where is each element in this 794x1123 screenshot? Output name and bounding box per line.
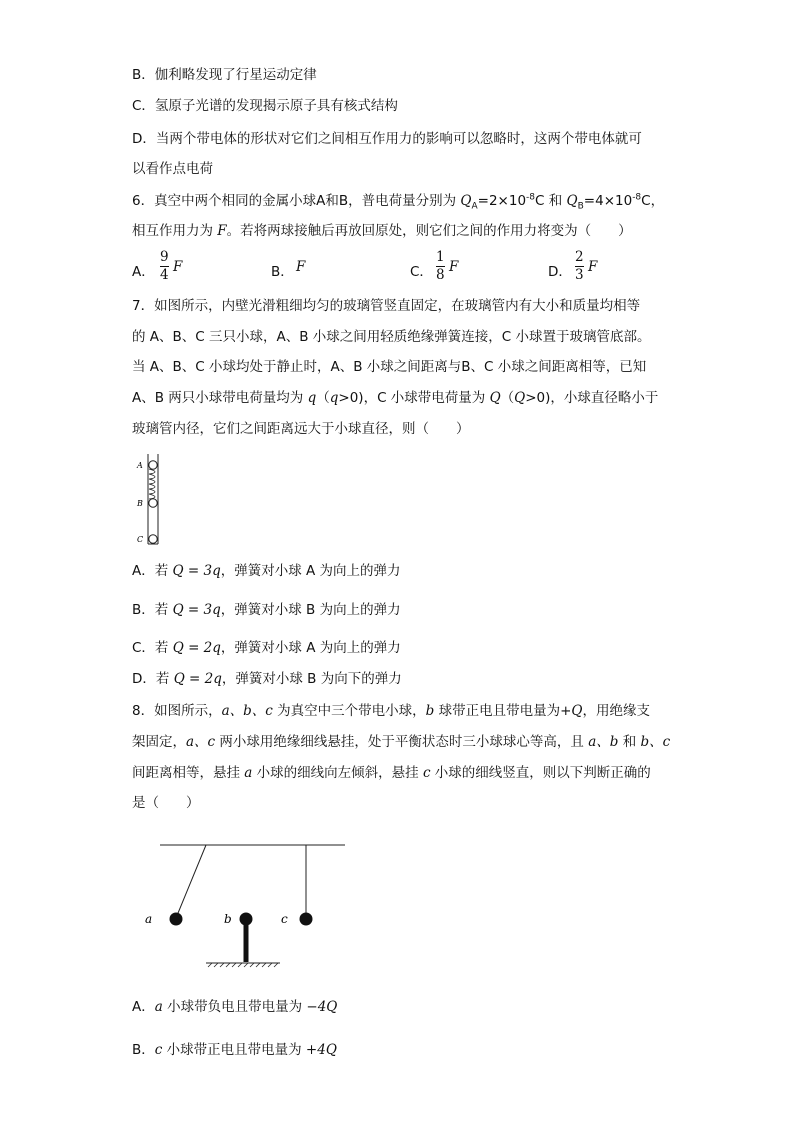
q7-option-a — [132, 562, 401, 580]
label-b: b — [224, 912, 232, 926]
q8-text: 和 — [618, 734, 641, 750]
q6-option-d-label: D． — [548, 264, 572, 280]
q5-option-b: B．伽利略发现了行星运动定律 — [132, 67, 317, 83]
q6-text: 6．真空中两个相同的金属小球A和B，普电荷量分别为 — [132, 193, 461, 209]
label-c: c — [281, 912, 288, 926]
charge-Q: Q — [489, 390, 501, 406]
thread-a — [176, 845, 206, 918]
label-b: B — [137, 499, 143, 508]
q7-text: >0)，C 小球带电荷量为 — [338, 390, 490, 406]
q7-text: A、B 两只小球带电荷量均为 — [132, 390, 308, 406]
charge-q: q — [329, 390, 339, 406]
q7-option-b — [132, 601, 401, 619]
ground-hatching — [208, 963, 278, 967]
q7-text: （ — [500, 390, 515, 406]
ball-names: a、b、c — [221, 703, 273, 719]
qb-subscript: B — [577, 201, 584, 212]
ball-b — [149, 499, 157, 507]
q5-option-d-line1: D．当两个带电体的形状对它们之间相互作用力的影响可以忽略时，这两个带电体就可 — [132, 131, 642, 147]
q6-option-a-fraction — [160, 250, 169, 283]
q8-text: 小球的细线竖直，则以下判断正确的 — [430, 765, 651, 781]
charge-Q: Q — [571, 703, 583, 719]
fraction-denominator: 8 — [436, 267, 445, 283]
q8-text: 架固定， — [132, 734, 186, 750]
spring — [149, 469, 155, 499]
q8-text: 8．如图所示， — [132, 703, 222, 719]
option-label: A．若 — [132, 563, 173, 579]
label-a: A — [137, 461, 143, 470]
ball-c — [300, 913, 313, 926]
option-math: Q = 2q — [173, 671, 222, 687]
ball-names: b、c — [640, 734, 671, 750]
q6-option-a-force: F — [173, 259, 183, 275]
qa-symbol: Q — [460, 193, 472, 209]
q7-stem-line5: 玻璃管内径，它们之间距离远大于小球直径，则（ ） — [132, 421, 470, 437]
option-label: C．若 — [132, 640, 173, 656]
qb-value: =4×10 — [583, 193, 633, 209]
option-text: ，弹簧对小球 A 为向上的弹力 — [220, 563, 401, 579]
qa-exponent: -8 — [526, 192, 536, 203]
ball-b — [240, 913, 253, 926]
fraction-numerator: 9 — [160, 249, 169, 265]
q6-option-d-force: F — [588, 259, 598, 275]
qb-symbol: Q — [566, 193, 578, 209]
fraction-numerator: 1 — [436, 249, 445, 265]
q6-option-b-force: F — [296, 259, 306, 275]
label-a: a — [145, 912, 153, 926]
q6-option-a-label: A． — [132, 264, 155, 280]
q7-text: （ — [316, 390, 330, 406]
charge-Q: Q — [514, 390, 526, 406]
ball-b-name: b — [425, 703, 435, 719]
ball-c-name: c — [422, 765, 431, 781]
q6-option-b-label: B． — [271, 264, 294, 280]
q6-text-end: C， — [641, 193, 665, 209]
q6-stem-line2 — [132, 222, 632, 240]
q7-stem-line4 — [132, 389, 658, 407]
q5-option-d-line2: 以看作点电荷 — [132, 161, 213, 177]
q6-option-c-label: C． — [410, 264, 433, 280]
q8-stem-line3 — [132, 764, 651, 782]
qa-subscript: A — [471, 201, 478, 212]
q6-option-d-fraction — [575, 250, 584, 283]
force-symbol: F — [217, 223, 227, 239]
q8-option-a — [132, 998, 337, 1016]
q7-stem-line2: 的 A、B、C 三只小球，A、B 小球之间用轻质绝缘弹簧连接，C 小球置于玻璃管底部。 — [132, 329, 651, 345]
option-label: D．若 — [132, 671, 174, 687]
q6-stem-line1 — [132, 192, 664, 210]
q8-text: 为真空中三个带电小球， — [272, 703, 426, 719]
ball-a — [170, 913, 183, 926]
ball-a — [149, 461, 157, 469]
option-math: Q = 2q — [172, 640, 221, 656]
option-text: ，弹簧对小球 B 为向上的弹力 — [220, 602, 401, 618]
option-text: 小球带正电且带电量为 — [162, 1042, 306, 1058]
ball-names: a、c — [186, 734, 216, 750]
fraction-denominator: 3 — [575, 267, 584, 283]
ball-a-name: a — [244, 765, 253, 781]
q6-option-c-force: F — [449, 259, 459, 275]
q6-text: 。若将两球接触后再放回原处，则它们之间的作用力将变为（ ） — [226, 223, 632, 239]
q6-text: 相互作用力为 — [132, 223, 218, 239]
q7-option-d — [132, 670, 402, 688]
option-text: ，弹簧对小球 A 为向上的弹力 — [220, 640, 401, 656]
q7-stem-line3: 当 A、B、C 小球均处于静止时，A、B 小球之间距离与B、C 小球之间距离相等，已知 — [132, 359, 647, 375]
q8-text: 球带正电且带电量为+ — [434, 703, 572, 719]
option-text: ，弹簧对小球 B 为向下的弹力 — [221, 671, 402, 687]
q6-option-c-fraction — [436, 250, 445, 283]
q7-option-c — [132, 639, 401, 657]
q8-text: 间距离相等，悬挂 — [132, 765, 245, 781]
q8-option-b — [132, 1041, 337, 1059]
option-label: B． — [132, 1042, 155, 1058]
q7-stem-line1: 7．如图所示，内壁光滑粗细均匀的玻璃管竖直固定，在玻璃管内有大小和质量均相等 — [132, 298, 641, 314]
label-c: C — [137, 535, 144, 544]
q8-text: 小球的细线向左倾斜，悬挂 — [252, 765, 423, 781]
ball-names: a、b — [588, 734, 619, 750]
q5-option-c: C．氢原子光谱的发现揭示原子具有核式结构 — [132, 98, 398, 114]
qb-exponent: -8 — [632, 192, 642, 203]
option-math: −4Q — [306, 999, 338, 1015]
q8-stem-line2 — [132, 733, 670, 751]
fraction-numerator: 2 — [575, 249, 584, 265]
qa-value: =2×10 — [477, 193, 527, 209]
option-label: A． — [132, 999, 155, 1015]
q8-text: ，用绝缘支 — [582, 703, 650, 719]
q7-tube-figure — [134, 452, 170, 548]
option-math: +4Q — [305, 1042, 337, 1058]
q7-text: >0)，小球直径略小于 — [525, 390, 659, 406]
ball-name: a — [154, 999, 163, 1015]
insulating-stand — [244, 925, 249, 962]
ball-c — [149, 535, 157, 543]
option-label: B．若 — [132, 602, 173, 618]
ball-name: c — [154, 1042, 163, 1058]
q6-text-mid: C 和 — [535, 193, 567, 209]
option-math: Q = 3q — [172, 563, 221, 579]
q8-stem-line1 — [132, 702, 650, 720]
charge-q: q — [307, 390, 317, 406]
fraction-denominator: 4 — [160, 267, 169, 283]
q8-text: 两小球用绝缘细线悬挂，处于平衡状态时三小球球心等高，且 — [215, 734, 589, 750]
q8-stem-line4: 是（ ） — [132, 795, 200, 811]
option-text: 小球带负电且带电量为 — [162, 999, 307, 1015]
q8-pendulum-figure — [140, 836, 350, 968]
option-math: Q = 3q — [172, 602, 221, 618]
